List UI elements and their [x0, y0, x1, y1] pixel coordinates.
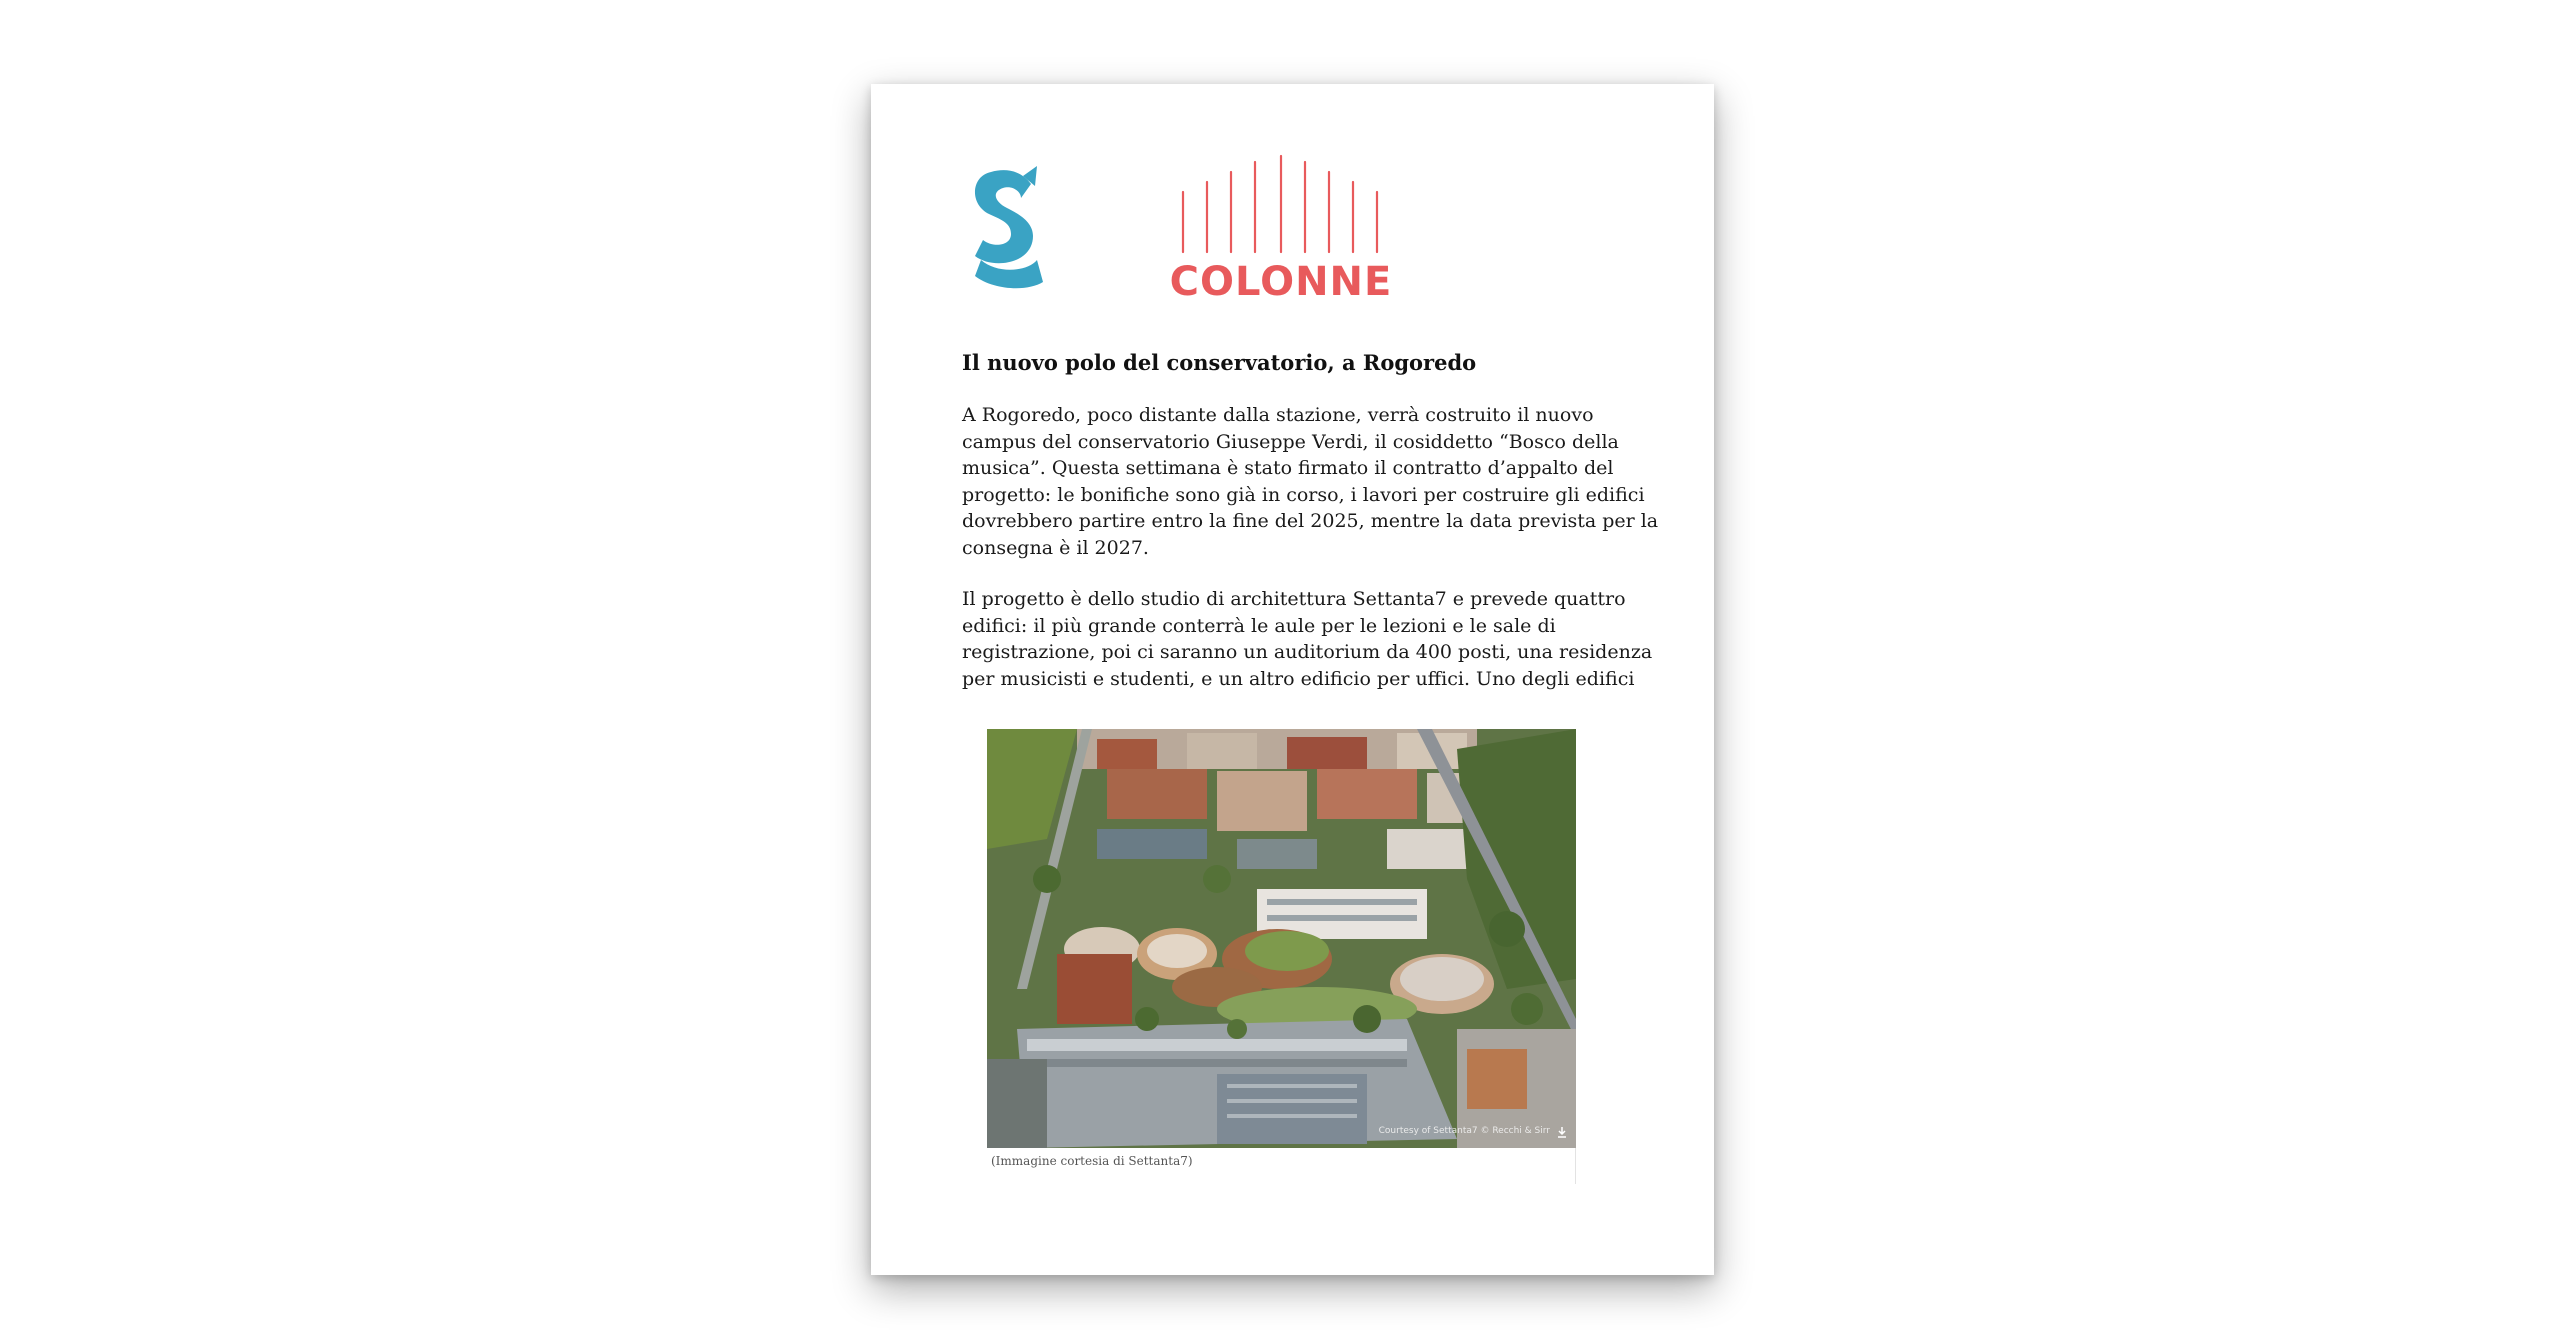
paragraph-line: dovrebbero partire entro la fine del 2025, mentre la data prevista per la — [962, 510, 1659, 532]
paragraph-line: musica”. Questa settimana è stato firmato il contratto d’appalto del — [962, 457, 1614, 479]
article-headline: Il nuovo polo del conservatorio, a Rogoredo — [962, 350, 1477, 375]
colonne-logo-text: COLONNE — [1169, 259, 1393, 305]
paragraph-line: progetto: le bonifiche sono già in corso, i lavori per costruire gli edifici — [962, 483, 1645, 506]
paragraph-line: edifici: il più grande conterrà le aule per le lezioni e le sale di — [962, 614, 1556, 637]
paragraph-line: campus del conservatorio Giuseppe Verdi, il cosiddetto “Bosco della — [962, 430, 1619, 453]
colonne-logo — [1169, 154, 1393, 304]
paragraph-line: Il progetto è dello studio di architettura Settanta7 e prevede quattro — [962, 588, 1626, 610]
paragraph-line: A Rogoredo, poco distante dalla stazione, verrà costruito il nuovo — [962, 404, 1594, 426]
article-paragraph-1 — [962, 402, 1662, 561]
document-page — [871, 84, 1714, 1275]
paragraph-line: per musicisti e studenti, e un altro edificio per uffici. Uno degli edifici — [962, 667, 1635, 690]
download-icon[interactable] — [1556, 1126, 1568, 1138]
paragraph-line: registrazione, poi ci saranno un auditorium da 400 posti, una residenza — [962, 641, 1653, 663]
paragraph-line: consegna è il 2027. — [962, 536, 1149, 559]
image-caption: (Immagine cortesia di Settanta7) — [991, 1154, 1193, 1168]
image-credit-overlay: Courtesy of Settanta7 © Recchi & Sirr — [1378, 1126, 1550, 1136]
aerial-rendering-image — [987, 729, 1576, 1148]
s-monogram-logo — [963, 164, 1053, 294]
article-paragraph-2 — [962, 586, 1662, 692]
